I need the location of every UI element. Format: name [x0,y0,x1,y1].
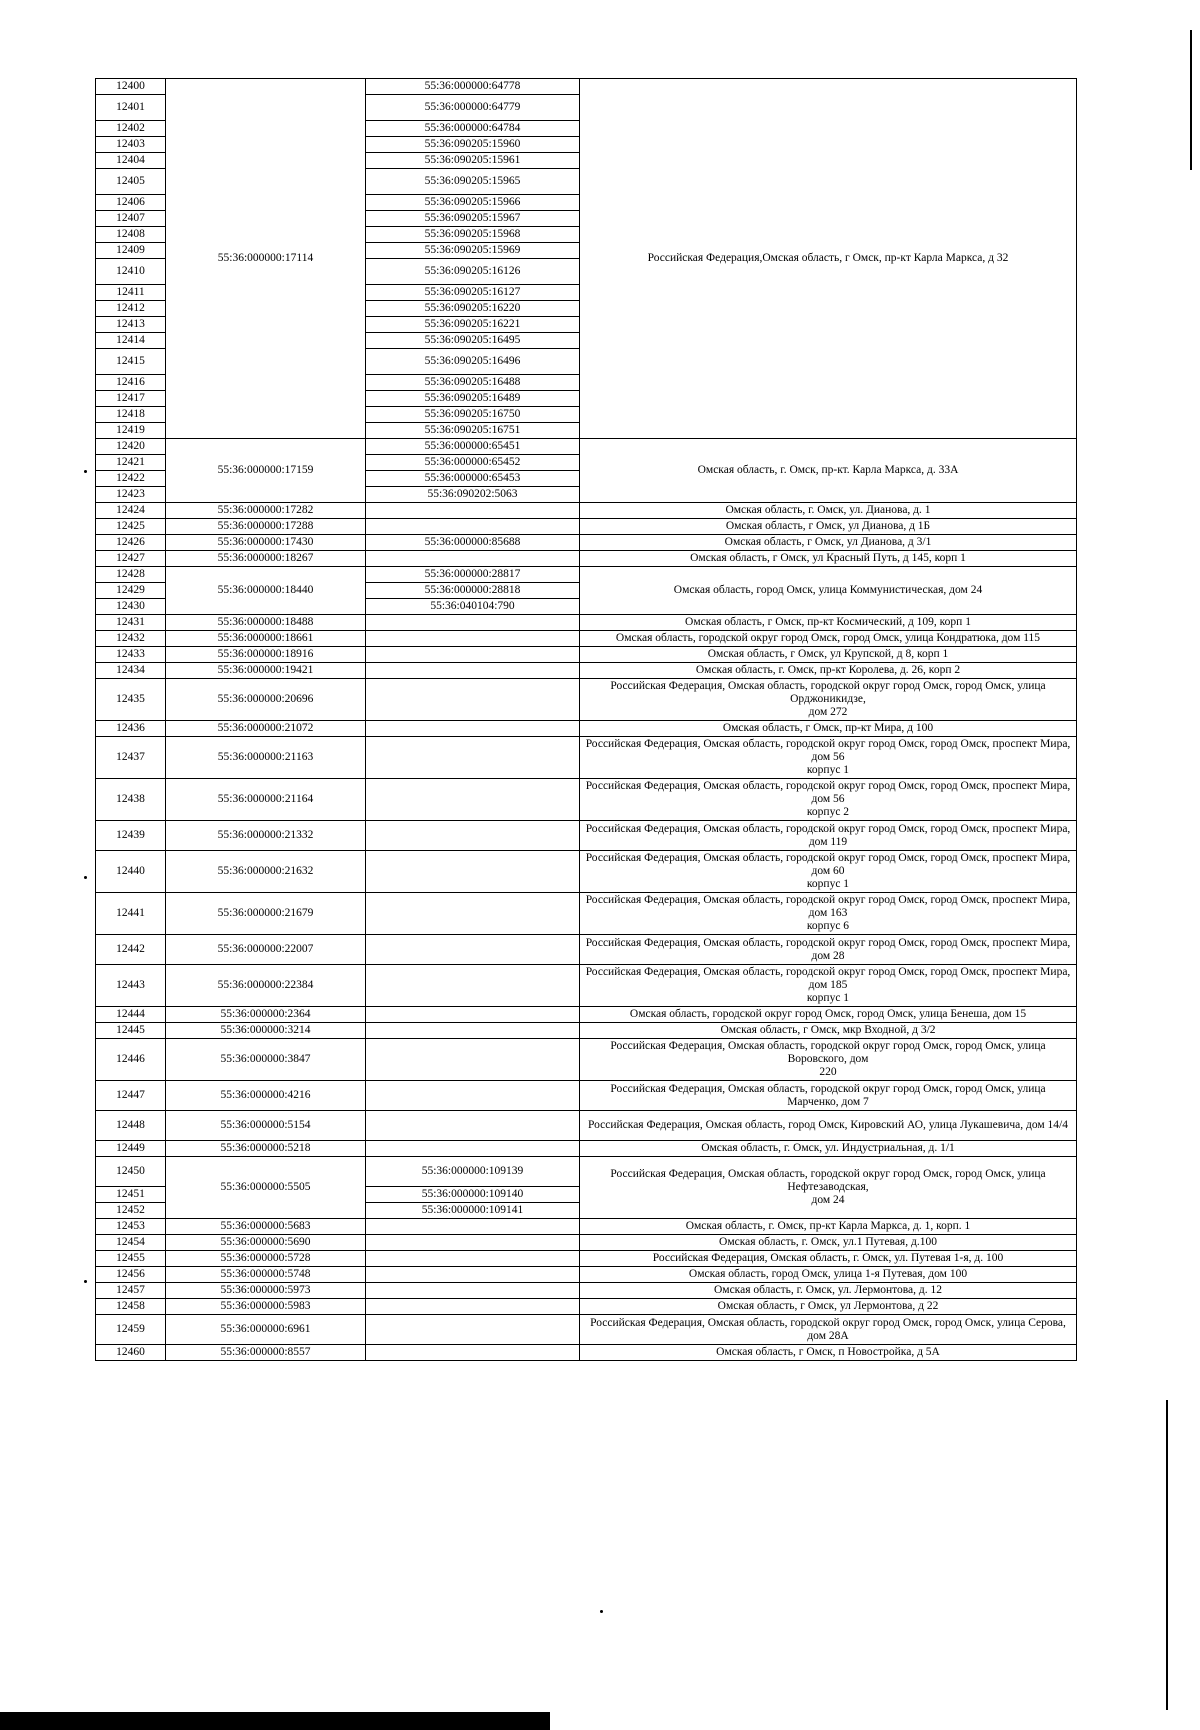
cell-address: Омская область, г. Омск, ул.1 Путевая, д.100 [580,1235,1077,1251]
cell-row-number: 12460 [96,1345,166,1361]
cell-row-number: 12441 [96,893,166,935]
table-row [96,1299,1077,1315]
cell-related-cadastral-number: 55:36:040104:790 [366,599,580,615]
cell-row-number: 12409 [96,243,166,259]
table-row [96,519,1077,535]
cell-cadastral-number: 55:36:000000:18661 [166,631,366,647]
cell-related-cadastral-number [366,551,580,567]
cell-related-cadastral-number: 55:36:090205:16750 [366,407,580,423]
cell-related-cadastral-number [366,779,580,821]
cell-cadastral-number: 55:36:000000:2364 [166,1007,366,1023]
cell-related-cadastral-number: 55:36:090205:15965 [366,169,580,195]
cell-related-cadastral-number: 55:36:090205:16495 [366,333,580,349]
cell-address: Омская область, г. Омск, ул. Индустриальная, д. 1/1 [580,1141,1077,1157]
cell-address: Омская область, городской округ город Омск, город Омск, улица Бенеша, дом 15 [580,1007,1077,1023]
table-row [96,1141,1077,1157]
cell-related-cadastral-number: 55:36:090205:16126 [366,259,580,285]
cell-row-number: 12437 [96,737,166,779]
cell-related-cadastral-number: 55:36:090205:16127 [366,285,580,301]
property-register-table [95,78,1077,1361]
cell-address: Омская область, г Омск, ул Дианова, д 3/1 [580,535,1077,551]
cell-cadastral-number: 55:36:000000:17114 [166,79,366,439]
cell-address: Российская Федерация, Омская область, городской округ город Омск, город Омск, улица Марченко, дом 7 [580,1081,1077,1111]
cell-related-cadastral-number: 55:36:090205:15969 [366,243,580,259]
table-row [96,893,1077,935]
cell-address: Омская область, г. Омск, пр-кт Карла Маркса, д. 1, корп. 1 [580,1219,1077,1235]
cell-related-cadastral-number [366,1141,580,1157]
table-row [96,1267,1077,1283]
cell-row-number: 12406 [96,195,166,211]
cell-row-number: 12422 [96,471,166,487]
cell-address: Омская область, г Омск, ул Крупской, д 8, корп 1 [580,647,1077,663]
cell-cadastral-number: 55:36:000000:17159 [166,439,366,503]
cell-row-number: 12425 [96,519,166,535]
cell-row-number: 12403 [96,137,166,153]
cell-address: Российская Федерация, Омская область, городской округ город Омск, город Омск, улица Нефтезаводская, дом 24 [580,1157,1077,1219]
cell-row-number: 12427 [96,551,166,567]
table-row [96,1345,1077,1361]
scan-speck [84,470,87,473]
cell-row-number: 12457 [96,1283,166,1299]
cell-row-number: 12440 [96,851,166,893]
table-row [96,1235,1077,1251]
cell-related-cadastral-number [366,1039,580,1081]
cell-cadastral-number: 55:36:000000:5218 [166,1141,366,1157]
cell-cadastral-number: 55:36:000000:4216 [166,1081,366,1111]
cell-related-cadastral-number [366,519,580,535]
cell-related-cadastral-number: 55:36:000000:109139 [366,1157,580,1187]
cell-related-cadastral-number [366,1283,580,1299]
cell-related-cadastral-number [366,1023,580,1039]
cell-related-cadastral-number: 55:36:090205:16488 [366,375,580,391]
table-row [96,551,1077,567]
cell-cadastral-number: 55:36:000000:5505 [166,1157,366,1219]
table-row [96,1283,1077,1299]
cell-row-number: 12442 [96,935,166,965]
cell-related-cadastral-number [366,965,580,1007]
cell-row-number: 12401 [96,95,166,121]
table-row [96,615,1077,631]
table-row [96,663,1077,679]
table-row [96,737,1077,779]
cell-related-cadastral-number [366,631,580,647]
cell-row-number: 12430 [96,599,166,615]
cell-row-number: 12449 [96,1141,166,1157]
cell-row-number: 12431 [96,615,166,631]
cell-related-cadastral-number [366,1315,580,1345]
cell-related-cadastral-number: 55:36:090205:16221 [366,317,580,333]
cell-related-cadastral-number [366,1007,580,1023]
cell-address: Омская область, город Омск, улица Коммунистическая, дом 24 [580,567,1077,615]
cell-address: Российская Федерация, Омская область, городской округ город Омск, город Омск, улица Серова, дом 28А [580,1315,1077,1345]
cell-cadastral-number: 55:36:000000:18488 [166,615,366,631]
cell-related-cadastral-number: 55:36:000000:28817 [366,567,580,583]
table-row [96,567,1077,583]
cell-address: Российская Федерация, Омская область, городской округ город Омск, город Омск, улица Орджоникидзе, дом 272 [580,679,1077,721]
cell-row-number: 12432 [96,631,166,647]
table-row [96,439,1077,455]
cell-row-number: 12454 [96,1235,166,1251]
cell-related-cadastral-number [366,663,580,679]
cell-related-cadastral-number: 55:36:000000:64779 [366,95,580,121]
table-row [96,1007,1077,1023]
cell-address: Российская Федерация, Омская область, городской округ город Омск, город Омск, проспект Мира, дом 163 корпус 6 [580,893,1077,935]
cell-related-cadastral-number [366,1111,580,1141]
cell-related-cadastral-number: 55:36:090202:5063 [366,487,580,503]
cell-row-number: 12408 [96,227,166,243]
cell-row-number: 12433 [96,647,166,663]
cell-related-cadastral-number [366,1299,580,1315]
cell-row-number: 12404 [96,153,166,169]
cell-row-number: 12428 [96,567,166,583]
table-row [96,1219,1077,1235]
cell-cadastral-number: 55:36:000000:22384 [166,965,366,1007]
cell-address: Омская область, г Омск, пр-кт Космический, д 109, корп 1 [580,615,1077,631]
cell-cadastral-number: 55:36:000000:5683 [166,1219,366,1235]
cell-related-cadastral-number: 55:36:090205:15967 [366,211,580,227]
scan-speck [84,876,87,879]
table-row [96,821,1077,851]
cell-address: Российская Федерация, Омская область, городской округ город Омск, город Омск, проспект Мира, дом 56 корпус 2 [580,779,1077,821]
table-row [96,721,1077,737]
cell-row-number: 12451 [96,1187,166,1203]
cell-related-cadastral-number [366,1251,580,1267]
cell-address: Омская область, г Омск, пр-кт Мира, д 100 [580,721,1077,737]
cell-address: Омская область, г. Омск, пр-кт Королева, д. 26, корп 2 [580,663,1077,679]
cell-related-cadastral-number: 55:36:090205:16751 [366,423,580,439]
cell-related-cadastral-number [366,893,580,935]
cell-row-number: 12420 [96,439,166,455]
cell-address: Омская область, г Омск, мкр Входной, д 3/2 [580,1023,1077,1039]
cell-row-number: 12458 [96,1299,166,1315]
cell-cadastral-number: 55:36:000000:5973 [166,1283,366,1299]
cell-row-number: 12434 [96,663,166,679]
cell-related-cadastral-number: 55:36:090205:16220 [366,301,580,317]
cell-row-number: 12445 [96,1023,166,1039]
cell-related-cadastral-number [366,1267,580,1283]
cell-row-number: 12429 [96,583,166,599]
cell-row-number: 12448 [96,1111,166,1141]
table-row [96,1039,1077,1081]
cell-related-cadastral-number: 55:36:090205:15960 [366,137,580,153]
table-row [96,1315,1077,1345]
cell-row-number: 12452 [96,1203,166,1219]
cell-row-number: 12423 [96,487,166,503]
cell-address: Российская Федерация, Омская область, городской округ город Омск, город Омск, проспект Мира, дом 60 корпус 1 [580,851,1077,893]
cell-address: Российская Федерация, Омская область, городской округ город Омск, город Омск, проспект Мира, дом 56 корпус 1 [580,737,1077,779]
cell-cadastral-number: 55:36:000000:21072 [166,721,366,737]
cell-related-cadastral-number [366,935,580,965]
table-row [96,1157,1077,1187]
cell-cadastral-number: 55:36:000000:21632 [166,851,366,893]
cell-address: Российская Федерация, Омская область, городской округ город Омск, город Омск, проспект Мира, дом 185 корпус 1 [580,965,1077,1007]
cell-cadastral-number: 55:36:000000:19421 [166,663,366,679]
cell-row-number: 12438 [96,779,166,821]
scan-speck [84,1280,87,1283]
cell-address: Российская Федерация, Омская область, г. Омск, ул. Путевая 1-я, д. 100 [580,1251,1077,1267]
table-row [96,535,1077,551]
cell-related-cadastral-number: 55:36:000000:65452 [366,455,580,471]
cell-row-number: 12424 [96,503,166,519]
table-row [96,935,1077,965]
cell-related-cadastral-number: 55:36:090205:15968 [366,227,580,243]
cell-address: Омская область, городской округ город Омск, город Омск, улица Кондратюка, дом 115 [580,631,1077,647]
cell-row-number: 12455 [96,1251,166,1267]
cell-address: Омская область, г Омск, ул Лермонтова, д 22 [580,1299,1077,1315]
cell-cadastral-number: 55:36:000000:5690 [166,1235,366,1251]
cell-address: Российская Федерация,Омская область, г Омск, пр-кт Карла Маркса, д 32 [580,79,1077,439]
cell-cadastral-number: 55:36:000000:21679 [166,893,366,935]
cell-row-number: 12412 [96,301,166,317]
cell-address: Омская область, г Омск, ул Дианова, д 1Б [580,519,1077,535]
cell-related-cadastral-number: 55:36:090205:16496 [366,349,580,375]
cell-address: Российская Федерация, Омская область, городской округ город Омск, город Омск, проспект Мира, дом 119 [580,821,1077,851]
table-row [96,503,1077,519]
scan-speck [600,1610,603,1613]
cell-related-cadastral-number: 55:36:090205:15966 [366,195,580,211]
cell-related-cadastral-number: 55:36:090205:16489 [366,391,580,407]
cell-row-number: 12436 [96,721,166,737]
cell-related-cadastral-number: 55:36:000000:64784 [366,121,580,137]
cell-row-number: 12410 [96,259,166,285]
cell-related-cadastral-number [366,647,580,663]
cell-cadastral-number: 55:36:000000:17282 [166,503,366,519]
cell-row-number: 12414 [96,333,166,349]
cell-cadastral-number: 55:36:000000:18916 [166,647,366,663]
cell-cadastral-number: 55:36:000000:3214 [166,1023,366,1039]
cell-related-cadastral-number [366,721,580,737]
cell-address: Омская область, г. Омск, ул. Лермонтова, д. 12 [580,1283,1077,1299]
cell-cadastral-number: 55:36:000000:22007 [166,935,366,965]
cell-row-number: 12413 [96,317,166,333]
cell-related-cadastral-number: 55:36:090205:15961 [366,153,580,169]
scan-right-edge-line [1190,30,1192,170]
cell-related-cadastral-number: 55:36:000000:109141 [366,1203,580,1219]
cell-address: Российская Федерация, Омская область, городской округ город Омск, город Омск, улица Воровского, дом 220 [580,1039,1077,1081]
cell-related-cadastral-number [366,851,580,893]
cell-row-number: 12402 [96,121,166,137]
cell-cadastral-number: 55:36:000000:20696 [166,679,366,721]
cell-cadastral-number: 55:36:000000:17430 [166,535,366,551]
cell-cadastral-number: 55:36:000000:8557 [166,1345,366,1361]
cell-row-number: 12426 [96,535,166,551]
cell-cadastral-number: 55:36:000000:6961 [166,1315,366,1345]
cell-address: Омская область, г. Омск, пр-кт. Карла Маркса, д. 33А [580,439,1077,503]
cell-address: Российская Федерация, Омская область, городской округ город Омск, город Омск, проспект Мира, дом 28 [580,935,1077,965]
table-row [96,1251,1077,1267]
cell-row-number: 12456 [96,1267,166,1283]
cell-row-number: 12418 [96,407,166,423]
cell-row-number: 12419 [96,423,166,439]
cell-row-number: 12450 [96,1157,166,1187]
cell-cadastral-number: 55:36:000000:17288 [166,519,366,535]
cell-related-cadastral-number [366,503,580,519]
cell-address: Омская область, г. Омск, ул. Дианова, д. 1 [580,503,1077,519]
table-row [96,1111,1077,1141]
table-row [96,965,1077,1007]
cell-cadastral-number: 55:36:000000:21332 [166,821,366,851]
cell-row-number: 12435 [96,679,166,721]
cell-related-cadastral-number: 55:36:000000:28818 [366,583,580,599]
cell-related-cadastral-number [366,615,580,631]
table-row [96,631,1077,647]
cell-row-number: 12400 [96,79,166,95]
cell-cadastral-number: 55:36:000000:5154 [166,1111,366,1141]
cell-cadastral-number: 55:36:000000:3847 [166,1039,366,1081]
cell-related-cadastral-number [366,737,580,779]
scan-right-edge-line-lower [1166,1400,1168,1710]
cell-row-number: 12446 [96,1039,166,1081]
table-row [96,79,1077,95]
cell-address: Российская Федерация, Омская область, город Омск, Кировский АО, улица Лукашевича, дом 14/4 [580,1111,1077,1141]
cell-related-cadastral-number [366,1235,580,1251]
cell-cadastral-number: 55:36:000000:5983 [166,1299,366,1315]
cell-row-number: 12411 [96,285,166,301]
cell-related-cadastral-number [366,1081,580,1111]
cell-row-number: 12405 [96,169,166,195]
scan-bottom-bar [0,1712,550,1730]
cell-cadastral-number: 55:36:000000:5728 [166,1251,366,1267]
cell-related-cadastral-number: 55:36:000000:65453 [366,471,580,487]
table-row [96,851,1077,893]
cell-row-number: 12415 [96,349,166,375]
cell-row-number: 12439 [96,821,166,851]
table-row [96,1023,1077,1039]
cell-related-cadastral-number: 55:36:000000:65451 [366,439,580,455]
cell-row-number: 12444 [96,1007,166,1023]
cell-row-number: 12421 [96,455,166,471]
cell-row-number: 12416 [96,375,166,391]
cell-address: Омская область, г Омск, п Новостройка, д 5А [580,1345,1077,1361]
table-row [96,647,1077,663]
table-row [96,779,1077,821]
cell-cadastral-number: 55:36:000000:21164 [166,779,366,821]
cell-row-number: 12453 [96,1219,166,1235]
cell-address: Омская область, г Омск, ул Красный Путь, д 145, корп 1 [580,551,1077,567]
cell-address: Омская область, город Омск, улица 1-я Путевая, дом 100 [580,1267,1077,1283]
cell-related-cadastral-number [366,679,580,721]
cell-related-cadastral-number [366,1345,580,1361]
cell-row-number: 12443 [96,965,166,1007]
cell-related-cadastral-number: 55:36:000000:85688 [366,535,580,551]
cell-related-cadastral-number: 55:36:000000:109140 [366,1187,580,1203]
cell-row-number: 12407 [96,211,166,227]
cell-related-cadastral-number [366,821,580,851]
table-row [96,1081,1077,1111]
table-row [96,679,1077,721]
cell-row-number: 12459 [96,1315,166,1345]
cell-cadastral-number: 55:36:000000:18440 [166,567,366,615]
cell-row-number: 12447 [96,1081,166,1111]
cell-related-cadastral-number [366,1219,580,1235]
cell-cadastral-number: 55:36:000000:5748 [166,1267,366,1283]
cell-row-number: 12417 [96,391,166,407]
cell-related-cadastral-number: 55:36:000000:64778 [366,79,580,95]
cell-cadastral-number: 55:36:000000:21163 [166,737,366,779]
table-body [96,79,1077,1361]
cell-cadastral-number: 55:36:000000:18267 [166,551,366,567]
